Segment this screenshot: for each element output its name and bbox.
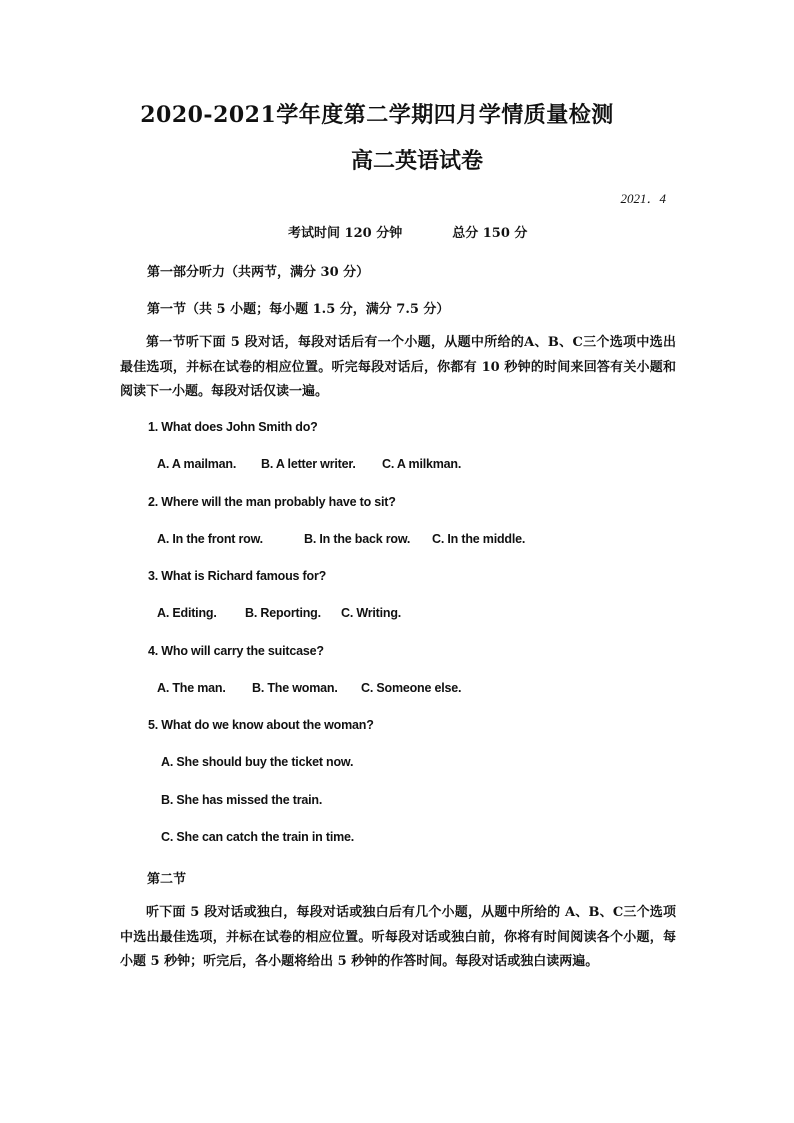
section1-heading: 第一节（共 5 小题；每小题 1.5 分，满分 7.5 分）: [147, 302, 450, 317]
question-4-option-b: B. The woman.: [252, 681, 338, 695]
question-2-stem: 2. Where will the man probably have to sit?: [148, 495, 396, 509]
question-4-options: [157, 681, 461, 695]
question-2-option-a: A. In the front row.: [157, 532, 263, 546]
question-1-option-c: C. A milkman.: [382, 457, 462, 471]
question-2-option-c: C. In the middle.: [432, 532, 526, 546]
question-4-option-a: A. The man.: [157, 681, 226, 695]
question-5-option-a: A. She should buy the ticket now.: [161, 755, 354, 769]
exam-total-score: 总分 150 分: [452, 226, 528, 241]
question-3-option-c: C. Writing.: [341, 606, 402, 620]
question-5-option-c: C. She can catch the train in time.: [161, 830, 355, 844]
section2-heading: 第二节: [147, 872, 187, 887]
question-3-stem: 3. What is Richard famous for?: [148, 569, 327, 583]
question-1-options: [157, 457, 461, 471]
question-1-option-a: A. A mailman.: [157, 457, 237, 471]
question-4-option-c: C. Someone else.: [361, 681, 462, 695]
question-1-stem: 1. What does John Smith do?: [148, 420, 318, 434]
section1-instructions: 第一节听下面 5 段对话，每段对话后有一个小题，从题中所给的A、B、C三个选项中选出最佳选项，并标在试卷的相应位置。听完每段对话后，你都有 10 秒钟的时间来回答有关小题和阅读下一小题。每段对话仅读一遍。: [120, 335, 676, 399]
question-5-stem: 5. What do we know about the woman?: [148, 718, 374, 732]
exam-subtitle: 高二英语试卷: [350, 148, 483, 174]
question-2-option-b: B. In the back row.: [304, 532, 411, 546]
question-4-stem: 4. Who will carry the suitcase?: [148, 644, 324, 658]
part1-heading: 第一部分听力（共两节，满分 30 分）: [147, 265, 370, 280]
section2-instructions: 听下面 5 段对话或独白，每段对话或独白后有几个小题，从题中所给的 A、B、C三个选项中选出最佳选项，并标在试卷的相应位置。听每段对话或独白前，你将有时间阅读各个小题，每小题 5 秒钟；听完后，各小题将给出 5 秒钟的作答时间。每段对话或独白读两遍。: [120, 905, 676, 969]
question-3-option-b: B. Reporting.: [245, 606, 321, 620]
exam-time: 考试时间 120 分钟: [288, 226, 403, 241]
question-3-options: [157, 606, 401, 620]
exam-title: 2020-2021学年度第二学期四月学情质量检测: [140, 102, 614, 128]
question-3-option-a: A. Editing.: [157, 606, 217, 620]
exam-info: [288, 222, 527, 241]
exam-date: 2021．4: [620, 191, 666, 206]
question-5-option-b: B. She has missed the train.: [161, 793, 323, 807]
question-2-options: [157, 532, 525, 546]
question-1-option-b: B. A letter writer.: [261, 457, 356, 471]
